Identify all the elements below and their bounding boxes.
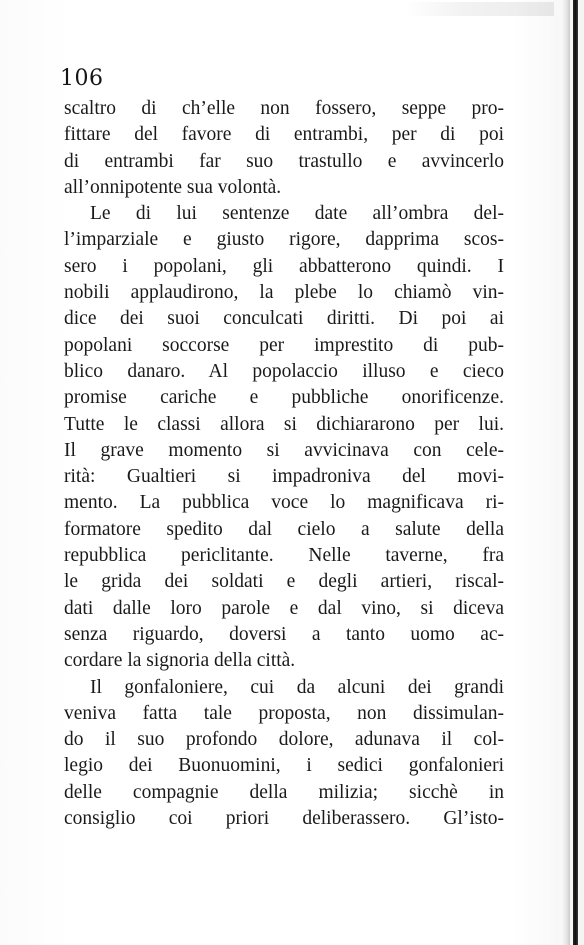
text-line: consiglio coi priori deliberassero. Gl’isto- [64, 808, 504, 830]
text-line: sero i popolani, gli abbatterono quindi. I [64, 255, 504, 277]
text-line: Il grave momento si avvicinava con cele- [64, 439, 504, 461]
page-number: 106 [60, 66, 104, 91]
page-gutter-shadow [562, 0, 570, 945]
text-line: promise cariche e pubbliche onorificenze. [64, 387, 504, 409]
text-line: formatore spedito dal cielo a salute della [64, 518, 504, 540]
text-line: dice dei suoi conculcati diritti. Di poi ai [64, 308, 504, 330]
text-line: veniva fatta tale proposta, non dissimulan- [64, 702, 504, 724]
text-line: l’imparziale e giusto rigore, dapprima scos- [64, 229, 504, 251]
text-line: delle compagnie della milizia; sicchè in [64, 781, 504, 803]
page-top-shading [404, 2, 554, 16]
text-line: Tutte le classi allora si dichiararono per lui. [64, 413, 504, 435]
text-line: all’onnipotente sua volontà. [64, 176, 282, 198]
text-line: Le di lui sentenze date all’ombra del- [90, 203, 504, 225]
text-line: senza riguardo, doversi a tanto uomo ac- [64, 623, 504, 645]
text-line: mento. La pubblica voce lo magnificava ri- [64, 492, 504, 514]
text-line: scaltro di ch’elle non fossero, seppe pro- [64, 98, 504, 119]
page-edge [573, 0, 578, 945]
text-line: repubblica periclitante. Nelle taverne, fra [64, 545, 504, 567]
text-line: fittare del favore di entrambi, per di poi [64, 124, 504, 146]
text-line: blico danaro. Al popolaccio illuso e cieco [64, 360, 504, 382]
text-line: nobili applaudirono, la plebe lo chiamò vin- [64, 282, 504, 304]
text-line: do il suo profondo dolore, adunava il col- [64, 729, 504, 751]
body-text [64, 96, 504, 832]
text-line: cordare la signoria della città. [64, 650, 296, 672]
text-line: di entrambi far suo trastullo e avvincerlo [64, 150, 504, 172]
text-line: Il gonfaloniere, cui da alcuni dei grandi [90, 676, 504, 698]
text-line: le grida dei soldati e degli artieri, riscal- [64, 571, 504, 593]
text-line: popolani soccorse per imprestito di pub- [64, 334, 504, 356]
text-line: legio dei Buonuomini, i sedici gonfalonieri [64, 755, 504, 777]
text-line: dati dalle loro parole e dal vino, si diceva [64, 597, 504, 619]
text-line: rità: Gualtieri si impadroniva del movi- [64, 466, 504, 488]
